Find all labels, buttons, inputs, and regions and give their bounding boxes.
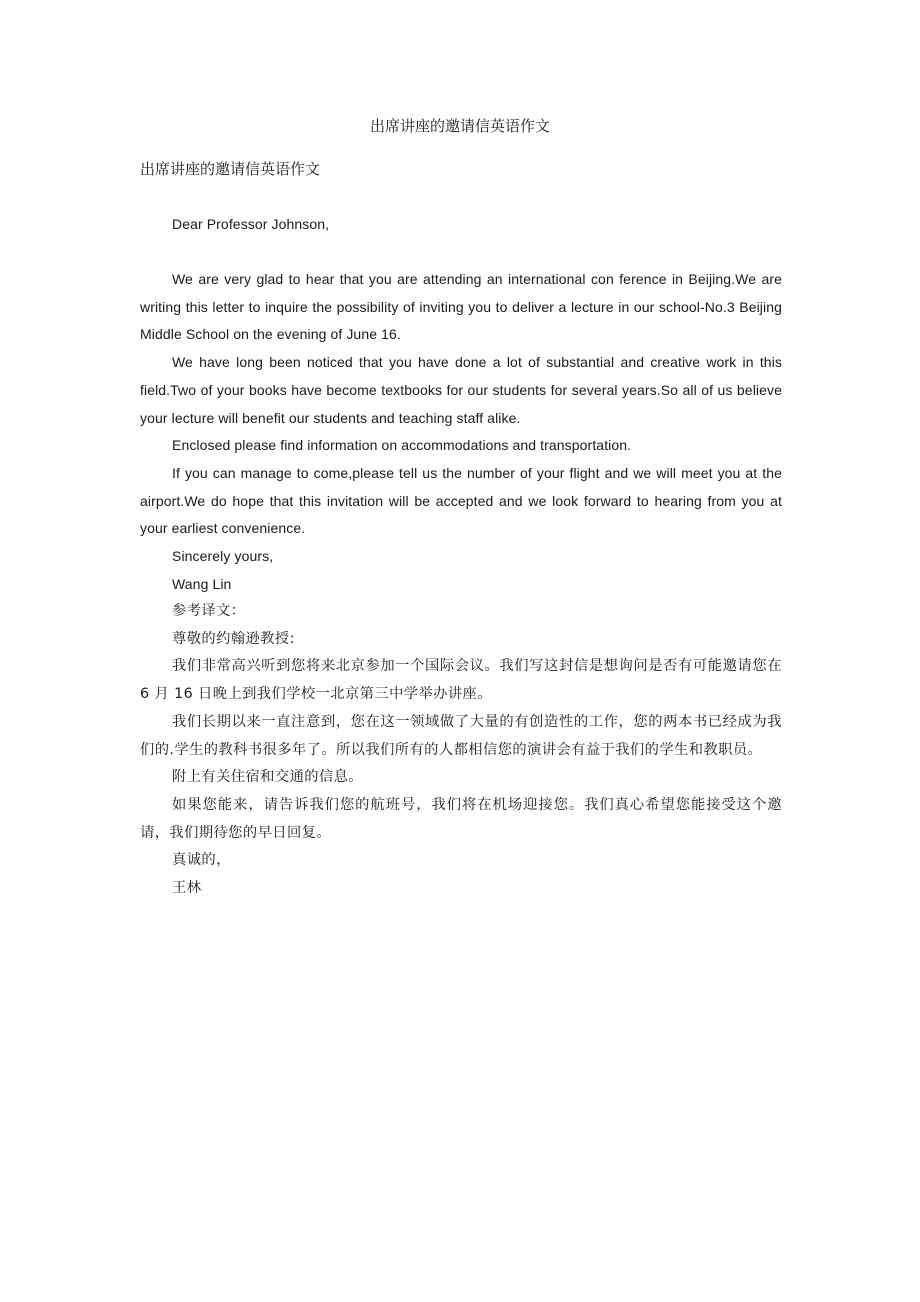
chinese-salutation: 尊敬的约翰逊教授: xyxy=(172,630,295,647)
english-signature: Wang Lin xyxy=(172,575,232,592)
english-paragraph-2: We have long been noticed that you have done a lot of substantial and creative work in this field.Two of your books have become textbooks for our students for several years.So all of us believe your lecture will benefit our students and teaching staff alike. xyxy=(140,354,782,426)
english-closing: Sincerely yours, xyxy=(172,548,274,565)
chinese-paragraph-4: 如果您能来，请告诉我们您的航班号，我们将在机场迎接您。我们真心希望您能接受这个邀请，我们期待您的早日回复。 xyxy=(140,796,782,841)
english-salutation-block xyxy=(140,211,782,239)
chinese-paragraph-1: 我们非常高兴听到您将来北京参加一个国际会议。我们写这封信是想询问是否有可能邀请您在 6 月 16 日晚上到我们学校一北京第三中学举办讲座。 xyxy=(140,658,782,703)
english-letter-body xyxy=(140,266,782,598)
english-paragraph-4: If you can manage to come,please tell us the number of your flight and we will meet you at the airport.We do hope that this invitation will be accepted and we look forward to hearing from you at your earliest convenience. xyxy=(140,464,782,537)
chinese-closing: 真诚的， xyxy=(172,852,231,869)
document-title: 出席讲座的邀请信英语作文 xyxy=(369,117,550,135)
chinese-signature: 王林 xyxy=(172,880,202,897)
chinese-paragraph-3: 附上有关住宿和交通的信息。 xyxy=(172,769,364,786)
document-subtitle: 出席讲座的邀请信英语作文 xyxy=(140,160,321,178)
chinese-paragraph-2: 我们长期以来一直注意到，您在这一领域做了大量的有创造性的工作，您的两本书已经成为我们的.学生的教科书很多年了。所以我们所有的人都相信您的演讲会有益于我们的学生和教职员。 xyxy=(140,713,782,758)
chinese-translation-body xyxy=(140,598,782,903)
translation-label: 参考译文： xyxy=(172,603,246,619)
english-paragraph-3: Enclosed please find information on accommodations and transportation. xyxy=(172,437,632,454)
english-salutation: Dear Professor Johnson, xyxy=(172,216,330,232)
english-paragraph-1: We are very glad to hear that you are attending an international con ference in Beijing.We are writing this letter to inquire the possibility of inviting you to deliver a lecture in our school-No.3 Beijing Middle School on the evening of June 16. xyxy=(140,271,782,343)
